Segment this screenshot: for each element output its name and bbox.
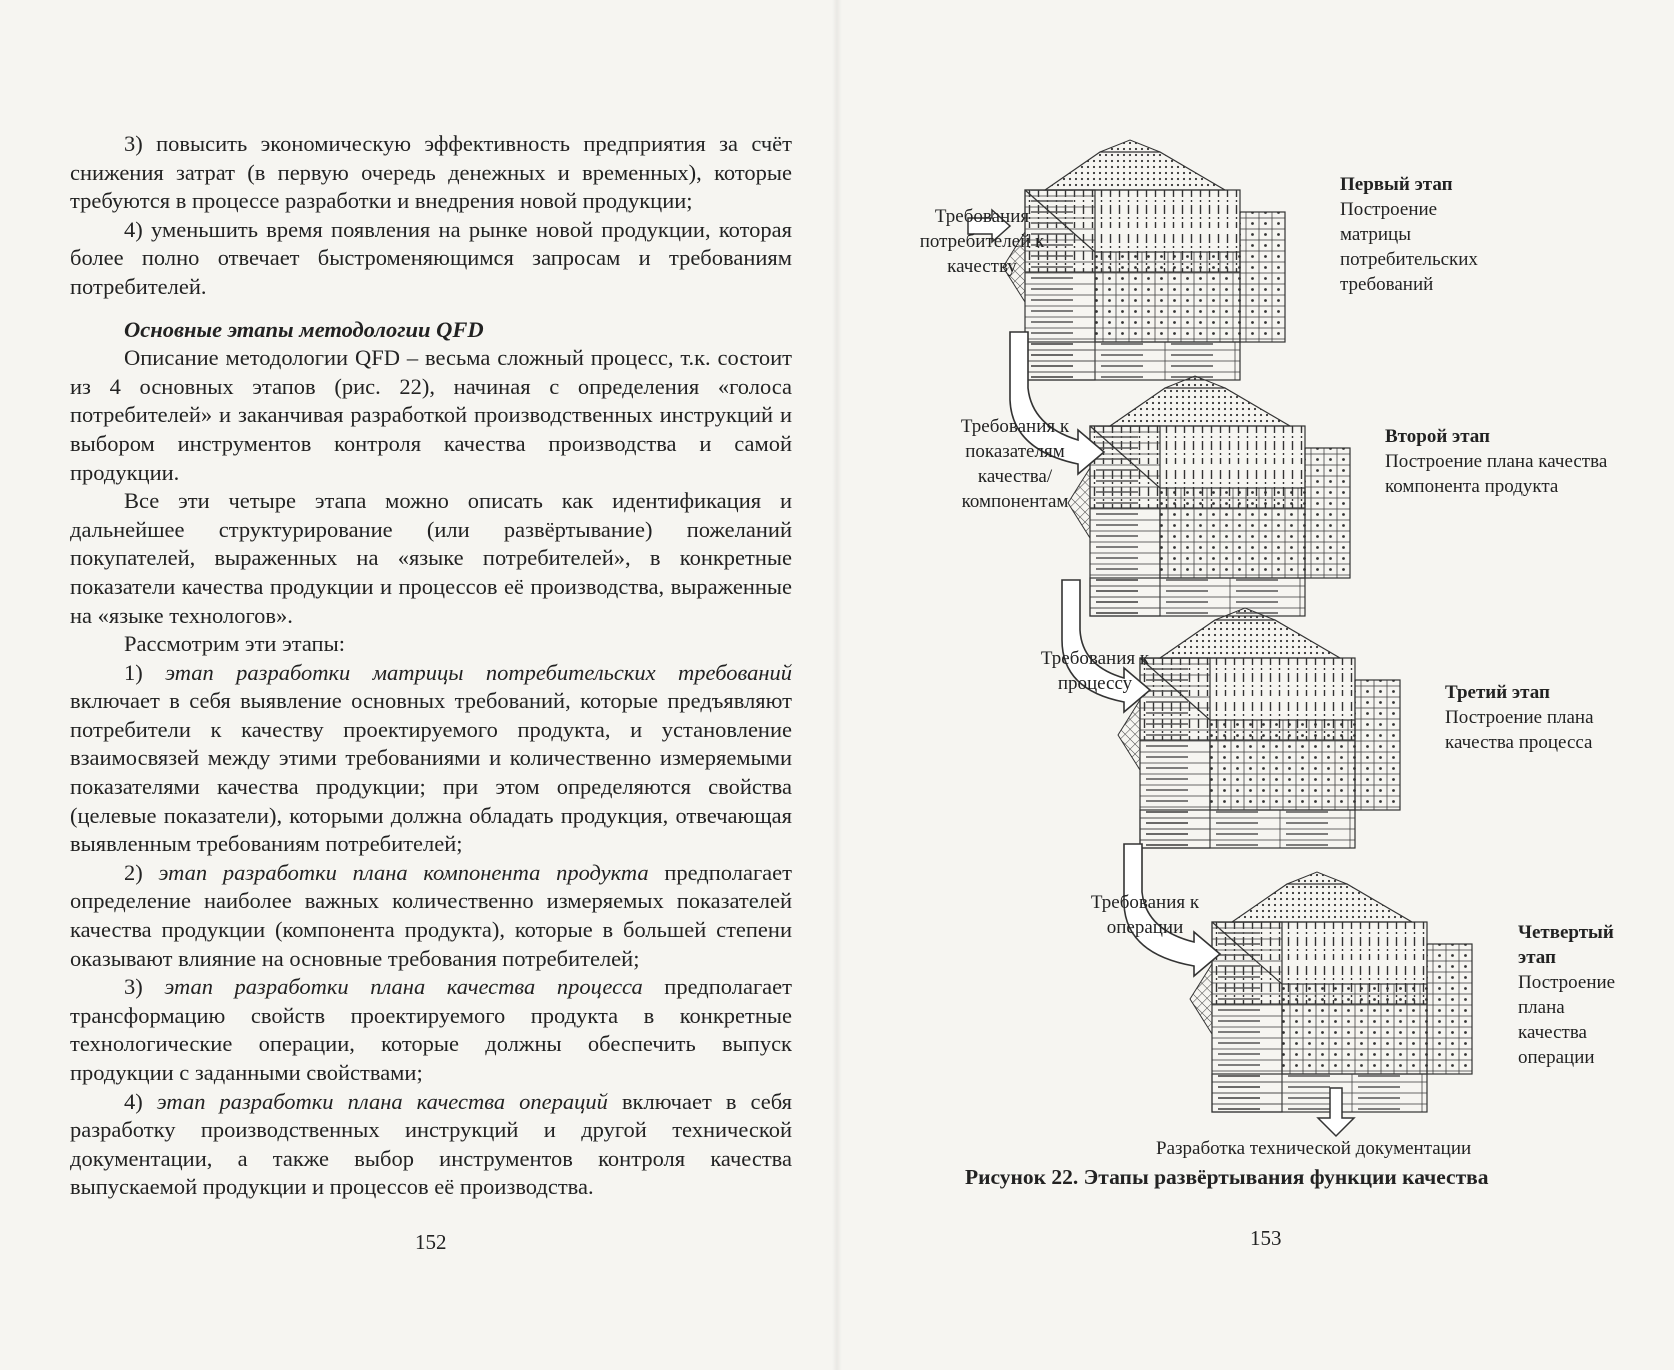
stage-title-3: Третий этап	[1445, 682, 1550, 703]
paragraph-description: Описание методологии QFD – весьма сложный процесс, т.к. состоит из 4 основных этапов (рис. 22), начиная с определения «голоса потребителей» и заканчивая разработкой производственных инструкций и выбором инструментов контроля качества производства и самой продукции.	[70, 345, 792, 485]
stage-label-1	[1340, 172, 1500, 297]
output-label: Разработка технической документации	[1156, 1138, 1472, 1159]
book-gutter	[832, 0, 842, 1370]
house-stage-3	[1118, 608, 1400, 848]
house-stage-4	[1190, 872, 1472, 1112]
paragraph-consider: Рассмотрим эти этапы:	[124, 631, 345, 657]
left-page-text	[70, 130, 792, 1202]
input-label-4: Требования к операции	[1090, 892, 1200, 938]
stage-description-2: Построение плана качества компонента продукта	[1385, 451, 1608, 497]
input-label-1: Требования потребителей к качеству	[919, 206, 1045, 277]
stage-description-3: Построение плана качества процесса	[1445, 707, 1594, 753]
input-label-3: Требования к процессу	[1040, 648, 1150, 694]
stage-description-1: Построение матрицы потребительских требований	[1340, 199, 1478, 295]
stage-label-4	[1518, 920, 1628, 1070]
paragraph-all-stages: Все эти четыре этапа можно описать как идентификация и дальнейшее структурирование (или развёртывание) пожеланий покупателей, выраженных на «языке потребителей», в конкретные показатели качества продукции и процессов её производства, выраженные на «языке технологов».	[70, 488, 792, 628]
input-label-2: Требования к показателям качества/компонентам	[960, 416, 1070, 512]
stage-item-1: 1) этап разработки матрицы потребительских требований включает в себя выявление основных требований, которые предъявляют потребители к качеству проектируемого продукта, и установление взаимосвязей между этими требованиями и количественно измеряемыми показателями качества продукции; при этом определяются свойства (целевые показатели), которыми должна обладать продукция, отвечающая выявленным требованиям потребителей;	[70, 659, 792, 857]
stage-title-4: Четвертый этап	[1518, 922, 1614, 968]
stage-label-2	[1385, 424, 1625, 499]
stage-description-4: Построение плана качества операции	[1518, 972, 1616, 1068]
figure-caption: Рисунок 22. Этапы развёртывания функции качества	[965, 1165, 1489, 1189]
house-stage-2	[1068, 376, 1350, 616]
paragraph-intro-3: 3) повысить экономическую эффективность предприятия за счёт снижения затрат (в первую очередь денежных и временных), которые требуются в процессе разработки и внедрения новой продукции;	[70, 131, 792, 214]
page-number-left: 152	[415, 1230, 447, 1254]
stage-item-4: 4) этап разработки плана качества операций включает в себя разработку производственных инструкций и другой технической документации, а также выбор инструментов контроля качества выпускаемой продукции и процессов её производства.	[70, 1088, 792, 1200]
section-heading: Основные этапы методологии QFD	[124, 316, 484, 342]
stage-title-2: Второй этап	[1385, 426, 1490, 447]
stage-title-1: Первый этап	[1340, 174, 1453, 195]
stage-item-3: 3) этап разработки плана качества процесса предполагает трансформацию свойств проектируемого продукта в конкретные технологические операции, которые должны обеспечить выпуск продукции с заданными свойствами;	[70, 974, 792, 1085]
stage-item-2: 2) этап разработки плана компонента продукта предполагает определение наиболее важных количественно измеряемых показателей качества продукции (компонента продукта), которые в большей степени оказывают влияние на основные требования потребителей;	[70, 859, 792, 971]
paragraph-intro-4: 4) уменьшить время появления на рынке новой продукции, которая более полно отвечает быстроменяющимся запросам и требованиям потребителей.	[70, 216, 792, 299]
page-number-right: 153	[1250, 1226, 1282, 1250]
stage-label-3	[1445, 680, 1625, 755]
